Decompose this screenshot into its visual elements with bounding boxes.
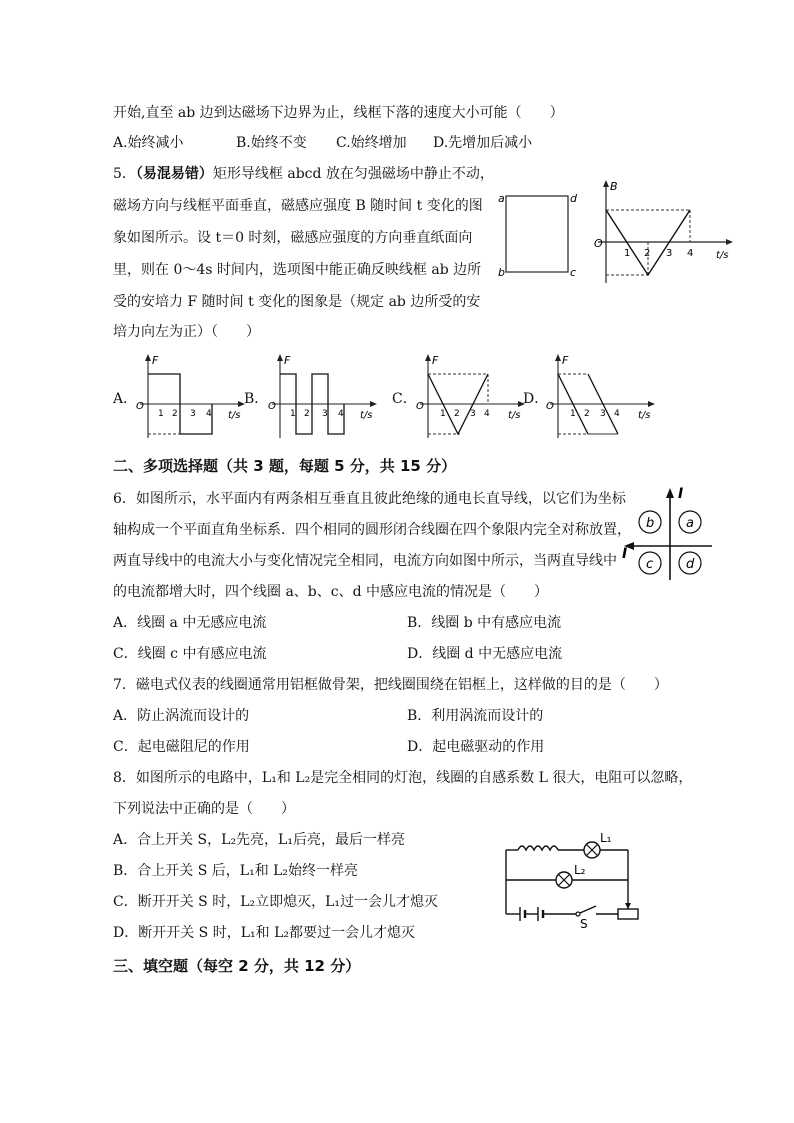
option-c-t-label: t/s [508,410,521,421]
q5-line-1: 5．（易混易错）矩形导线框 abcd 放在匀强磁场中静止不动， [113,166,494,182]
svg-text:4: 4 [614,409,620,419]
q5-line-4: 里，则在 0～4s 时间内，选项图中能正确反映线框 ab 边所 [113,262,482,278]
svg-text:2: 2 [584,409,590,419]
frame-rect [506,196,568,272]
q5-line-6: 培力向左为正）（ ） [113,324,260,340]
b-t-graph [592,178,742,290]
option-a-graph [134,352,250,442]
vertical-current-label: I [678,486,684,502]
svg-text:4: 4 [338,409,344,419]
b-tick-4: 4 [687,248,694,259]
q8-option-b: B．合上开关 S 后，L₁和 L₂始终一样亮 [113,863,359,879]
svg-text:4: 4 [484,409,490,419]
option-d-origin: O [546,401,554,412]
q8-option-a: A．合上开关 S，L₂先亮，L₁后亮，最后一样亮 [113,832,405,848]
option-a-origin: O [136,401,144,412]
q5-line-3: 象如图所示。设 t＝0 时刻，磁感应强度的方向垂直纸面向 [113,230,473,246]
option-b-f-label: F [284,354,291,367]
q6-line-3: 两直导线中的电流大小与变化情况完全相同，电流方向如图中所示，当两直导线中 [113,553,617,569]
q4-option-b: B.始终不变 [236,135,307,151]
frame-label-a: a [498,192,505,205]
option-b-origin: O [268,401,276,412]
svg-text:3: 3 [600,409,606,419]
section-3-heading: 三、填空题（每空 2 分，共 12 分） [113,957,361,975]
b-tick-3: 3 [666,248,673,259]
b-t-axis-label: t/s [716,250,729,261]
q8-line-2: 下列说法中正确的是（ ） [113,801,295,817]
b-tick-1: 1 [624,248,631,259]
coil-d-label: d [686,557,695,572]
q5-option-c-label: C． [392,391,417,407]
frame-label-d: d [570,192,577,205]
q6-option-b: B．线圈 b 中有感应电流 [407,615,562,631]
svg-text:2: 2 [172,409,178,419]
svg-text:3: 3 [322,409,328,419]
option-d-t-label: t/s [638,410,651,421]
option-c-f-label: F [432,354,439,367]
option-c-origin: O [416,401,424,412]
q5-option-b-label: B． [244,391,269,407]
svg-text:4: 4 [206,409,212,419]
coil-c-label: c [646,557,654,572]
option-a-t-label: t/s [228,410,241,421]
q5-option-d-label: D． [523,391,549,407]
lamp-l1-label: L₁ [600,831,612,845]
q7-option-a: A．防止涡流而设计的 [113,708,250,724]
q8-line-1: 8．如图所示的电路中，L₁和 L₂是完全相同的灯泡，线圈的自感系数 L 很大，电阻可以忽略， [113,770,693,786]
q5-line-5: 受的安培力 F 随时间 t 变化的图象是（规定 ab 边所受的安 [113,294,481,310]
svg-text:1: 1 [440,409,446,419]
q4-option-d: D.先增加后减小 [433,135,533,151]
svg-text:1: 1 [158,409,164,419]
q8-option-d: D．断开开关 S 时，L₁和 L₂都要过一会儿才熄灭 [113,925,415,941]
q6-option-a: A．线圈 a 中无感应电流 [113,615,267,631]
t-axis-arrow [726,239,733,245]
rheostat [618,909,638,919]
q6-line-1: 6．如图所示，水平面内有两条相互垂直且彼此绝缘的通电长直导线，以它们为坐标 [113,491,626,507]
option-d-f-label: F [562,354,569,367]
b-axis-arrow [603,180,609,187]
option-b-graph [266,352,382,442]
svg-text:3: 3 [470,409,476,419]
q8-option-c: C．断开开关 S 时，L₂立即熄灭，L₁过一会儿才熄灭 [113,894,439,910]
q6-option-d: D．线圈 d 中无感应电流 [407,646,563,662]
option-a-f-label: F [152,354,159,367]
svg-text:3: 3 [190,409,196,419]
b-tick-2: 2 [644,248,651,259]
lamp-l2-label: L₂ [574,863,586,877]
q6-option-c: C．线圈 c 中有感应电流 [113,646,267,662]
horizontal-current-label: I [622,546,628,562]
q7-option-d: D．起电磁驱动的作用 [407,739,545,755]
option-c-graph [414,352,530,442]
option-d-graph [544,352,660,442]
frame-abcd-figure [496,188,576,280]
q4-option-a: A.始终减小 [113,135,184,151]
switch-s [580,906,596,913]
q7-line-1: 7．磁电式仪表的线圈通常用铝框做骨架，把线圈围绕在铝框上，这样做的目的是（ ） [113,677,668,693]
q7-option-b: B．利用涡流而设计的 [407,708,544,724]
svg-text:1: 1 [290,409,296,419]
q5-option-a-label: A． [113,391,138,407]
inductor-coil [518,846,558,850]
svg-text:2: 2 [304,409,310,419]
vertical-current-arrow [666,488,674,498]
svg-text:2: 2 [454,409,460,419]
q4-option-c: C.始终增加 [336,135,407,151]
option-b-t-label: t/s [360,410,373,421]
q5-line-2: 磁场方向与线框平面垂直，磁感应强度 B 随时间 t 变化的图 [113,198,483,214]
b-origin-label: O [594,237,603,250]
section-2-heading: 二、多项选择题（共 3 题，每题 5 分，共 15 分） [113,457,457,475]
b-axis-label: B [610,180,618,193]
q4-text: 开始,直至 ab 边到达磁场下边界为止，线框下落的速度大小可能（ ） [113,105,564,121]
coil-a-label: a [686,516,694,531]
q7-option-c: C．起电磁阻尼的作用 [113,739,250,755]
svg-text:1: 1 [570,409,576,419]
switch-s-label: S [580,917,588,931]
coils-figure [622,486,714,582]
frame-label-b: b [498,266,505,279]
q6-line-4: 的电流都增大时，四个线圈 a、b、c、d 中感应电流的情况是（ ） [113,584,549,600]
q6-line-2: 轴构成一个平面直角坐标系．四个相同的圆形闭合线圈在四个象限内完全对称放置， [113,522,631,538]
coil-b-label: b [646,516,655,531]
circuit-figure [496,828,646,931]
frame-label-c: c [570,266,577,279]
